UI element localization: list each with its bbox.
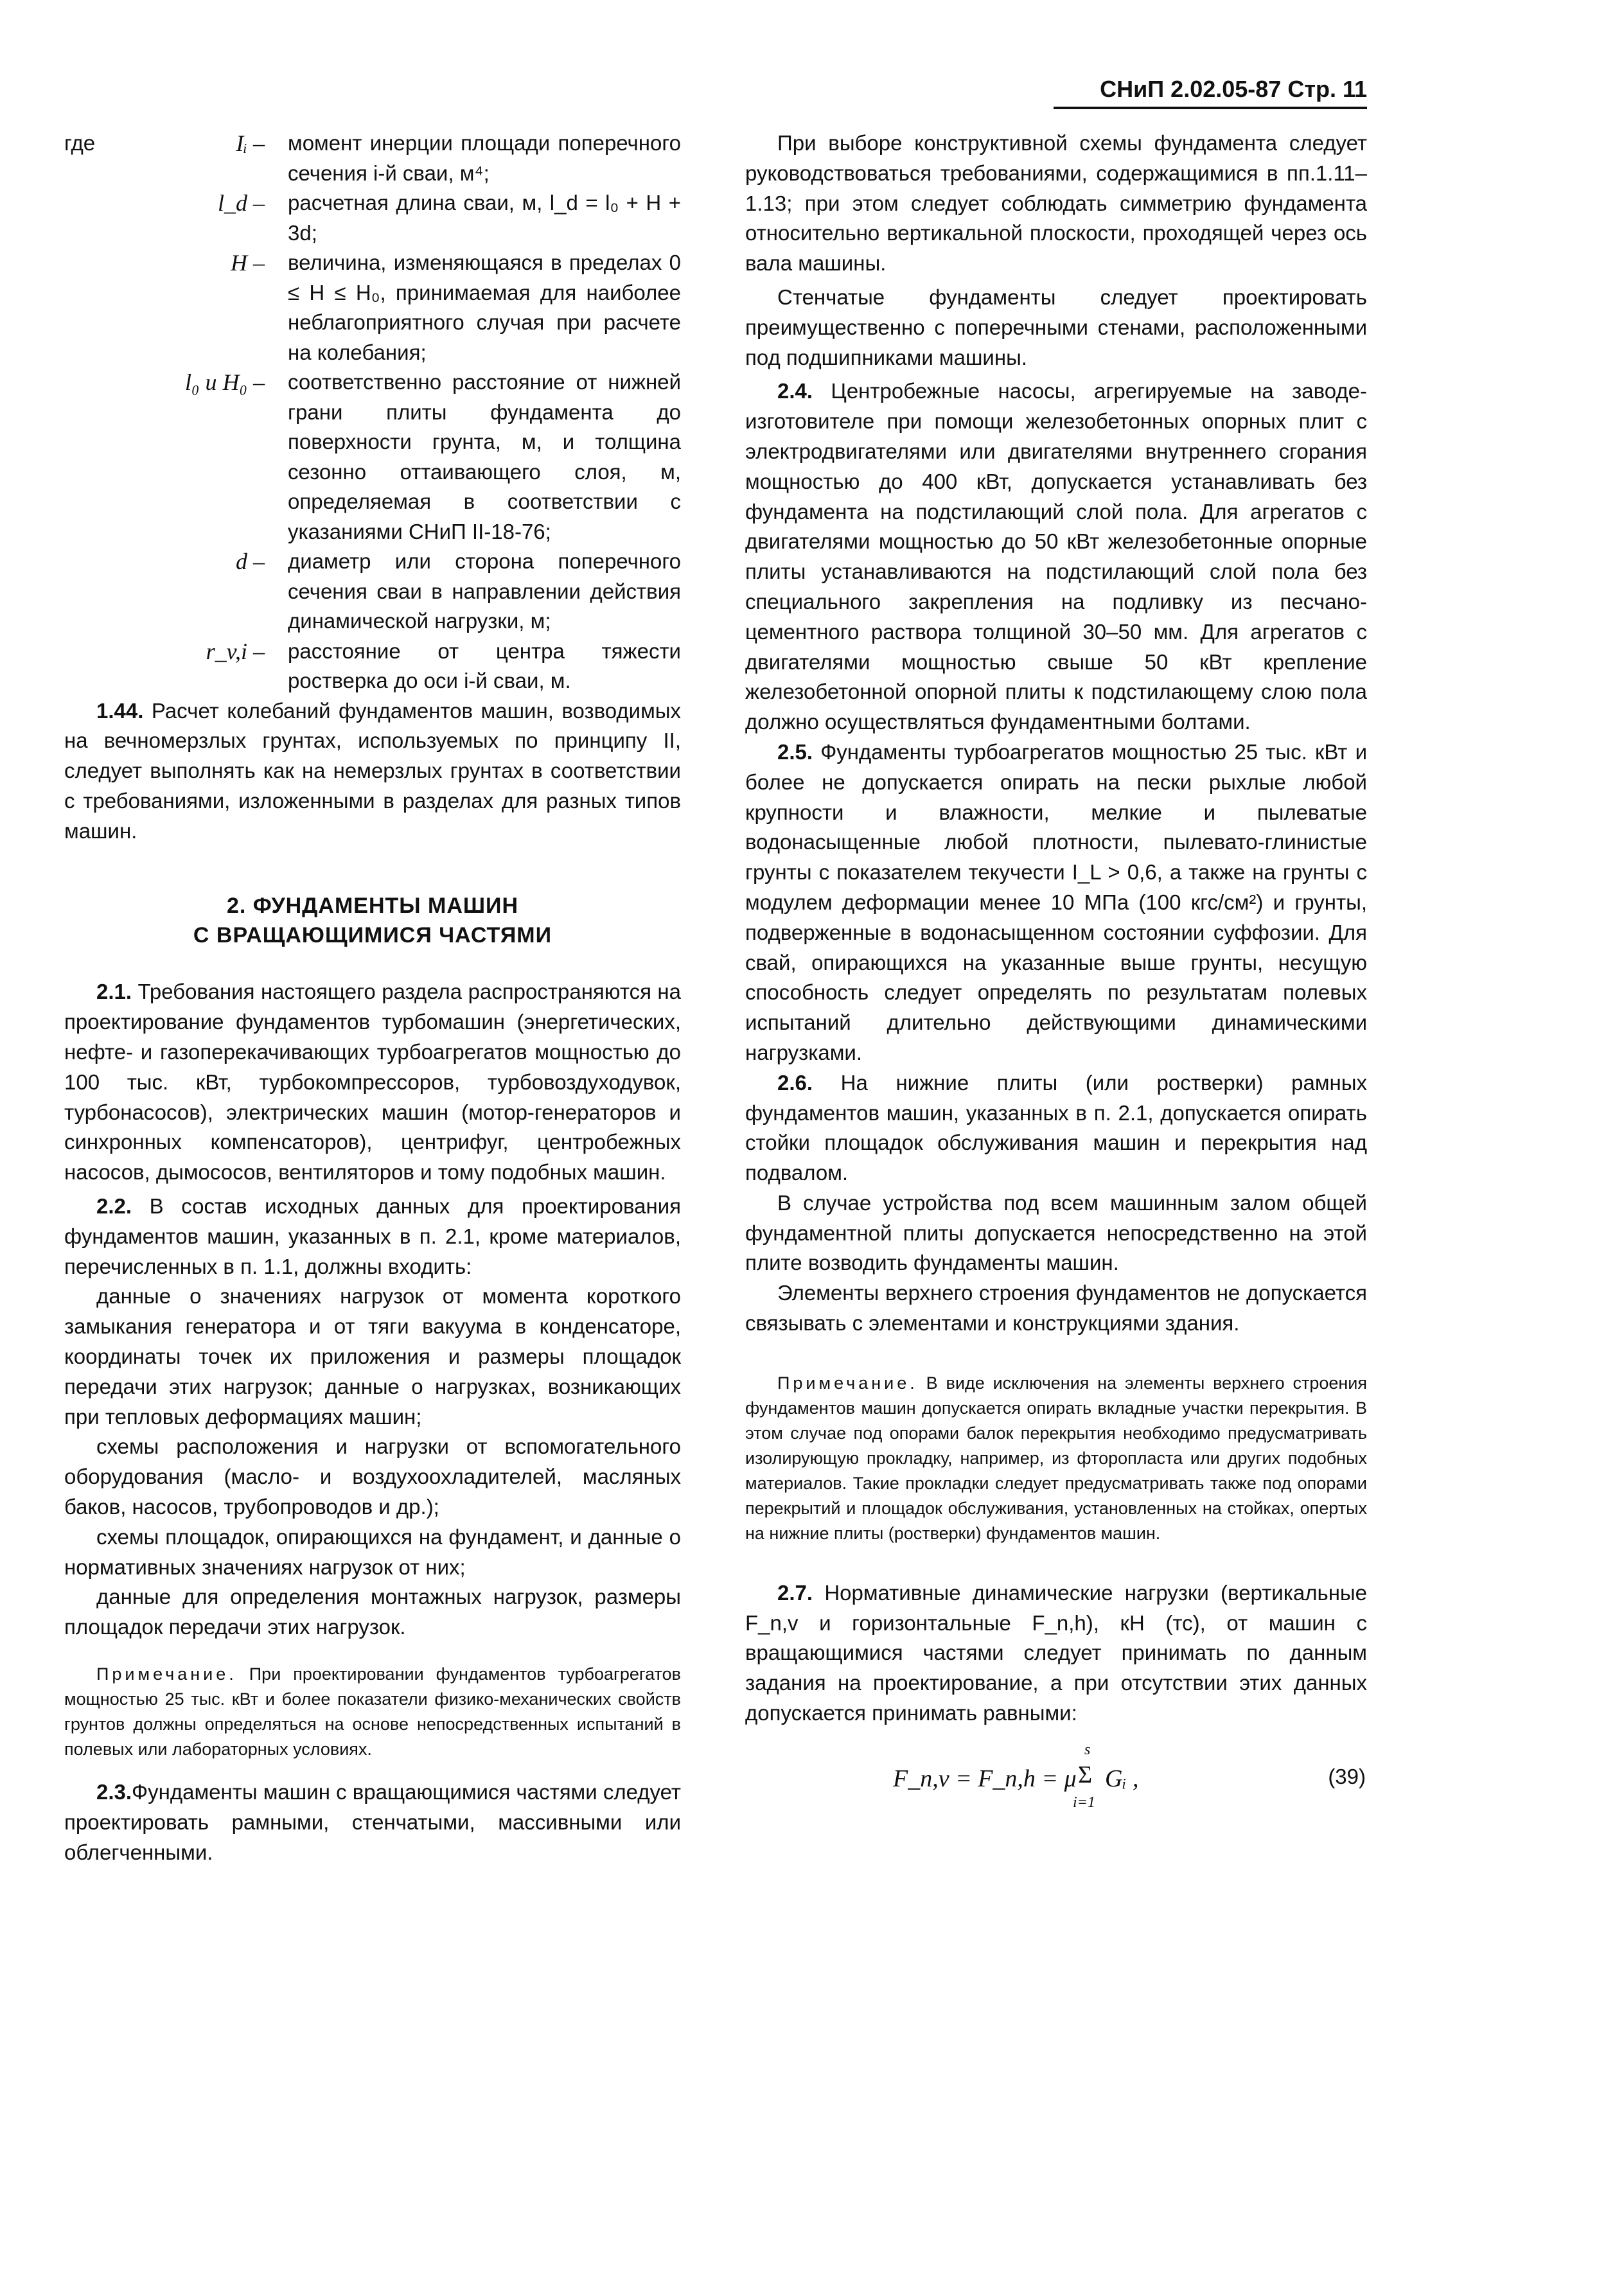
definition-text: расчетная длина сваи, м, l_d = l₀ + H + 3d; [288,191,681,245]
paragraph-2-6-b: В случае устройства под всем машинным залом общей фундаментной плиты допускается непосредственно на этой плите возводить фундаменты машин. [745,1190,1367,1275]
definition-item [64,637,681,696]
sum-lower-limit: i=1 [1073,1794,1095,1811]
paragraph-2-7 [745,1578,1367,1729]
paragraph-2-6 [745,1068,1367,1188]
definition-symbol: H – [231,250,265,276]
clause-number: 2.1. [96,980,132,1004]
definition-item [64,547,681,637]
definition-text: соответственно расстояние от нижней грани плиты фундамента до поверхности грунта, м, и толщина сезонно оттаивающего слоя, м, определяемая в соответствии с указаниями СНиП II-18-76; [288,370,681,543]
paragraph-design-scheme: При выборе конструктивной схемы фундамента следует руководствоваться требованиями, содержащимися в пп.1.11–1.13; при этом следует соблюдать симметрию фундамента относительно вертикальной плоскости, проходящей через ось вала машины. [745,131,1367,276]
section-title-line-1: 2. ФУНДАМЕНТЫ МАШИН [226,894,519,919]
definition-item [64,128,681,188]
definition-symbol: l_d – [217,190,265,216]
running-title: СНиП 2.02.05-87 Стр. 11 [1100,76,1367,102]
paragraph-wall-foundations: Стенчатые фундаменты следует проектировать преимущественно с поперечными стенами, расположенными под подшипниками машины. [745,285,1367,369]
clause-text: В состав исходных данных для проектирования фундаментов машин, указанных в п. 2.1, кроме материалов, перечисленных в п. 1.1, должны входить: [64,1194,682,1278]
formula-expression: F_n,v = F_n,h = μ [893,1765,1077,1792]
paragraph-2-1 [64,977,681,1188]
clause-text: Фундаменты машин с вращающимися частями следует проектировать рамными, стенчатыми, массивными или облегченными. [64,1780,681,1864]
clause-text: Расчет колебаний фундаментов машин, возводимых на вечномерзлых грунтах, используемых по принципу II, следует выполнять как на немерзлых грунтах в соответствии с требованиями, изложенными в разделах для разных типов машин. [64,698,682,843]
definition-text: момент инерции площади поперечного сечения i-й сваи, м⁴; [288,131,681,185]
clause-number: 2.7. [777,1580,813,1605]
note-2-6 [745,1371,1367,1546]
running-header [1054,76,1367,109]
definition-symbol: Iᵢ – [236,130,265,156]
where-label: где [64,131,96,155]
clause-number: 1.44. [96,698,144,723]
list-item: данные для определения монтажных нагрузок, размеры площадок передачи этих нагрузок. [64,1585,681,1639]
clause-number: 2.6. [777,1070,813,1095]
clause-text: Требования настоящего раздела распространяются на проектирование фундаментов турбомашин (энергетических, нефте- и газоперекачивающих турбоагрегатов мощностью до 100 тыс. кВт, турбокомпрессоров, турбовоздуходувок, турбонасосов), электрических машин (мотор-генераторов и синхронных компенсаторов), центрифуг, центробежных насосов, дымососов, вентиляторов и тому подобных машин. [64,980,681,1185]
definition-text: величина, изменяющаяся в пределах 0 ≤ H ≤ H₀, принимаемая для наиболее неблагоприятного случая при расчете на колебания; [288,251,681,364]
formula-number: (39) [1328,1764,1366,1788]
left-column [64,128,681,1867]
clause-text: Центробежные насосы, агрегируемые на заводе-изготовителе при помощи железобетонных опорных плит с электродвигателями или двигателями внутреннего сгорания мощностью до 400 кВт, допускается устанавливать без фундамента на подстилающий слой пола. Для агрегатов с двигателями мощностью до 50 кВт железобетонные опорные плиты устанавливаются на подстилающий слой пола без специального закрепления на подливку из песчано-цементного раствора толщиной 30–50 мм. Для агрегатов с двигателями мощностью свыше 50 кВт крепление железобетонной опорной плиты к подстилающему слою пола должно осуществляться фундаментными болтами. [745,379,1368,734]
definition-item [64,248,681,367]
note-2-2 [64,1662,681,1762]
clause-number: 2.3. [96,1780,132,1804]
definition-symbol: r_v,i – [206,638,265,664]
section-heading [64,891,681,950]
formula-39 [745,1741,1367,1825]
sum-upper-limit: s [1084,1741,1091,1758]
paragraph-2-2 [64,1192,681,1282]
list-item: схемы расположения и нагрузки от вспомогательного оборудования (масло- и воздухоохладителей, масляных баков, насосов, трубопроводов и др.); [64,1434,681,1519]
clause-text: Нормативные динамические нагрузки (вертикальные F_n,v и горизонтальные F_n,h), кН (тс), от машин с вращающимися частями следует принимать по данным задания на проектирование, а при отсутствии этих данных допускается принимать равными: [745,1580,1367,1725]
definitions-list [64,128,681,696]
right-column [745,128,1367,1825]
clause-text: На нижние плиты (или ростверки) рамных фундаментов машин, указанных в п. 2.1, допускается опирать стойки площадок обслуживания машин и перекрытия над подвалом. [745,1070,1367,1185]
formula-tail: Gᵢ , [1105,1765,1139,1792]
note-text: При проектировании фундаментов турбоагрегатов мощностью 25 тыс. кВт и более показатели физико-механических свойств грунтов должны определяться на основе непосредственных испытаний в полевых или лабораторных условиях. [64,1664,681,1759]
paragraph-2-5 [745,737,1367,1068]
paragraph-2-4 [745,376,1367,737]
clause-number: 2.5. [777,739,813,764]
sum-sign: Σ [1078,1761,1093,1788]
definition-text: расстояние от центра тяжести ростверка до оси i-й сваи, м. [288,639,681,692]
definition-symbol: l₀ и H₀ – [184,369,265,395]
paragraph-2-6-c: Элементы верхнего строения фундаментов не допускается связывать с элементами и конструкциями здания. [745,1281,1367,1335]
paragraph-2-3 [64,1777,681,1867]
definition-symbol: d – [236,549,265,574]
list-item: схемы площадок, опирающихся на фундамент, и данные о нормативных значениях нагрузок от них; [64,1524,681,1579]
list-item: данные о значениях нагрузок от момента короткого замыкания генератора и от тяги вакуума в конденсаторе, координаты точек их приложения и размеры площадок передачи этих нагрузок; данные о нагрузках, возникающих при тепловых деформациях машин; [64,1284,681,1429]
note-text: В виде исключения на элементы верхнего строения фундаментов машин допускается опирать вкладные участки перекрытия. В этом случае под опорами балок перекрытия необходимо предусматривать изолирующую прокладку, например, из фторопласта или других подобных материалов. Такие прокладки следует предусматривать также под опорами перекрытий и площадок обслуживания, установленных на стойках, опертых на нижние плиты (ростверки) фундаментов машин. [745,1373,1367,1543]
paragraph-1-44 [64,696,681,847]
clause-text: Фундаменты турбоагрегатов мощностью 25 тыс. кВт и более не допускается опирать на пески рыхлые любой крупности и влажности, мелкие и пылеватые водонасыщенные любой плотности, пылевато-глинистые грунты с показателем текучести I_L > 0,6, а также на грунты с модулем деформации менее 10 МПа (100 кгс/см²) и грунты, подверженные в водонасыщенном состоянии суффозии. Для свай, опирающихся на указанные выше грунты, несущую способность следует определять по результатам полевых испытаний длительно действующими динамическими нагрузками. [745,739,1367,1064]
clause-number: 2.2. [96,1194,132,1219]
clause-number: 2.4. [777,379,813,403]
note-label: Примечание. [777,1373,918,1393]
definition-item [64,367,681,547]
definition-item [64,188,681,248]
section-title-line-2: С ВРАЩАЮЩИМИСЯ ЧАСТЯМИ [193,923,552,948]
note-label: Примечание. [96,1664,237,1684]
definition-text: диаметр или сторона поперечного сечения сваи в направлении действия динамической нагрузки, м; [288,549,681,633]
